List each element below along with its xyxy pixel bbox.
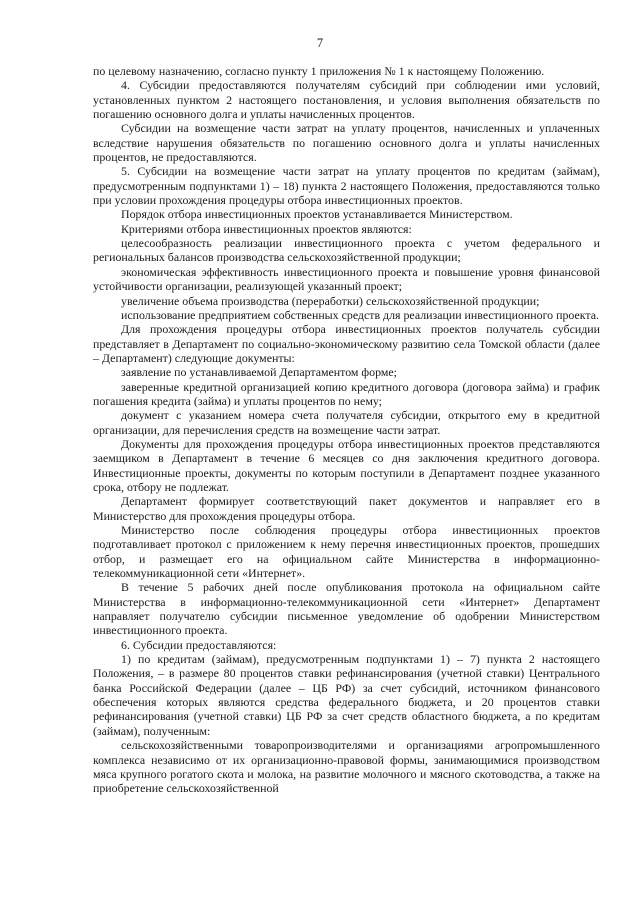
paragraph: сельскохозяйственными товаропроизводителями и организациями агропромышленного комплекса независимо от их организационно-правовой формы, занимающимися производством мяса крупного рогатого скота и молока, на развитие молочного и мясного скотоводства, а также на приобретение сельскохозяйственной	[93, 738, 600, 796]
paragraph: Критериями отбора инвестиционных проектов являются:	[121, 221, 412, 236]
paragraph: по целевому назначению, согласно пункту 1 приложения № 1 к настоящему Положению.	[93, 64, 545, 78]
paragraph: 6. Субсидии предоставляются:	[121, 637, 277, 652]
paragraph: Министерство после соблюдения процедуры отбора инвестиционных проектов подготавливает протокол с приложением к нему перечня инвестиционных проектов, прошедших отбор, и размещает его на официальном сайте Министерства в информационно-телекоммуникационной сети «Интернет».	[93, 523, 600, 581]
paragraph: использование предприятием собственных средств для реализации инвестиционного проекта.	[121, 307, 599, 322]
paragraph: 4. Субсидии предоставляются получателям субсидий при соблюдении ими условий, установленных пунктом 2 настоящего постановления, и условия выполнения обязательств по погашению основного долга и уплаты начисленных процентов.	[93, 78, 600, 122]
paragraph: Документы для прохождения процедуры отбора инвестиционных проектов представляются заемщиком в Департамент в течение 6 месяцев со дня заключения кредитного договора. Инвестиционные проекты, документы по которым поступили в Департамент позднее указанного срока, отбору не подлежат.	[93, 436, 600, 494]
paragraph: увеличение объема производства (переработки) сельскохозяйственной продукции;	[121, 293, 540, 308]
paragraph: В течение 5 рабочих дней после опубликования протокола на официальном сайте Министерства в информационно-телекоммуникационной сети «Интернет» Департамент направляет получателю субсидии письменное уведомление об одобрении Министерством инвестиционного проекта.	[93, 580, 600, 638]
document-body	[93, 64, 600, 796]
paragraph: заявление по устанавливаемой Департаментом форме;	[121, 365, 397, 380]
paragraph: Для прохождения процедуры отбора инвестиционных проектов получатель субсидии представляет в Департамент по социально-экономическому развитию села Томской области (далее – Департамент) следующие документы:	[93, 322, 600, 365]
page-number: 7	[316, 36, 324, 50]
paragraph: целесообразность реализации инвестиционного проекта с учетом федерального и региональных балансов производства сельскохозяйственной продукции;	[93, 236, 600, 265]
paragraph: Порядок отбора инвестиционных проектов устанавливается Министерством.	[121, 207, 513, 222]
paragraph: 5. Субсидии на возмещение части затрат на уплату процентов по кредитам (займам), предусмотренным подпунктами 1) – 18) пункта 2 настоящего Положения, предоставляются только при условии прохождения процедуры отбора инвестиционных проектов.	[93, 164, 600, 208]
paragraph: Департамент формирует соответствующий пакет документов и направляет его в Министерство для прохождения процедуры отбора.	[93, 494, 600, 523]
paragraph: 1) по кредитам (займам), предусмотренным подпунктами 1) – 7) пункта 2 настоящего Положения, – в размере 80 процентов ставки рефинансирования (учетной ставки) Центрального банка Российской Федерации (далее – ЦБ РФ) за счет субсидий, источником финансового обеспечения которых являются средства федерального бюджета, и 20 процентов ставки рефинансирования (учетной ставки) ЦБ РФ за счет средств областного бюджета, а по кредитам (займам), полученным:	[93, 652, 600, 738]
paragraph: документ с указанием номера счета получателя субсидии, открытого ему в кредитной организации, для перечисления средств на возмещение части затрат.	[93, 408, 600, 437]
paragraph: Субсидии на возмещение части затрат на уплату процентов, начисленных и уплаченных вследствие нарушения обязательств по погашению основного долга и уплаты начисленных процентов, не предоставляются.	[93, 121, 600, 165]
paragraph: заверенные кредитной организацией копию кредитного договора (договора займа) и график погашения кредита (займа) и уплаты процентов по нему;	[93, 379, 600, 408]
paragraph: экономическая эффективность инвестиционного проекта и повышение уровня финансовой устойчивости организации, реализующей указанный проект;	[93, 264, 600, 294]
